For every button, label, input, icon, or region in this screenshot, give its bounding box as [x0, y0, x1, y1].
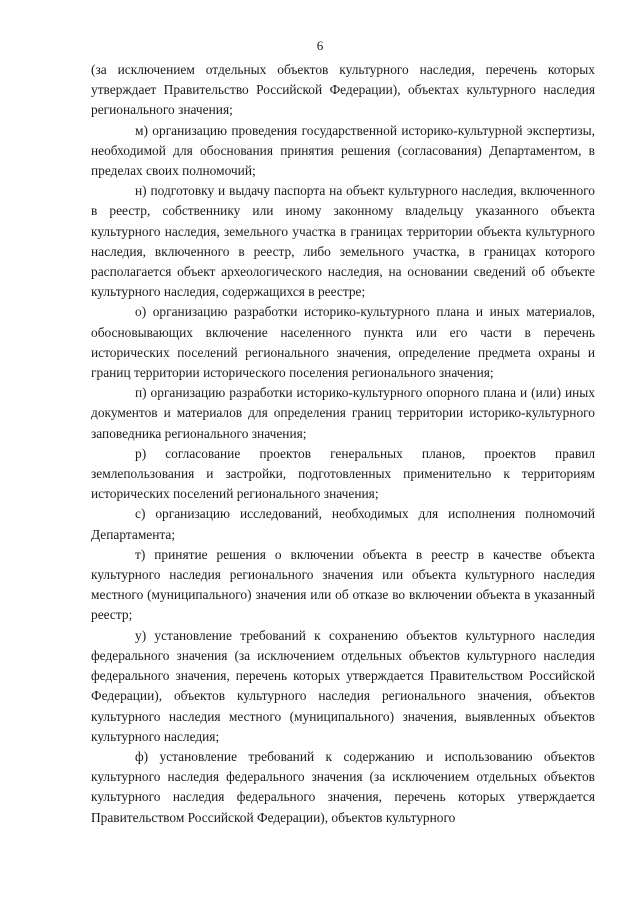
paragraph-continuation: (за исключением отдельных объектов культурного наследия, перечень которых утверждает Правительство Российской Федерации), объектах культурного наследия регионального значения; — [91, 62, 595, 118]
paragraph-item-r: р) согласование проектов генеральных планов, проектов правил землепользования и застройки, подготовленных применительно к территориям исторических поселений регионального значения; — [91, 445, 595, 502]
paragraph-item-o: о) организацию разработки историко-культурного плана и иных материалов, обосновывающих включение населенного пункта или его части в перечень исторических поселений регионального значения, определение предмета охраны и границ территории исторического поселения регионального значения; — [91, 304, 595, 381]
paragraph-item-t: т) принятие решения о включении объекта в реестр в качестве объекта культурного наследия регионального значения или объекта культурного наследия местного (муниципального) значения или об отказе во включении объекта в указанный реестр; — [91, 546, 595, 623]
paragraph-item-s: с) организацию исследований, необходимых для исполнения полномочий Департамента; — [91, 506, 595, 542]
paragraph-item-m: м) организацию проведения государственной историко-культурной экспертизы, необходимой для обоснования принятия решения (согласования) Департаментом, в пределах своих полномочий; — [91, 122, 595, 179]
page-number: 6 — [316, 38, 324, 53]
paragraph-item-p: п) организацию разработки историко-культурного опорного плана и (или) иных документов и материалов для определения границ территории историко-культурного заповедника регионального значения; — [91, 385, 595, 441]
paragraph-item-f: ф) установление требований к содержанию и использованию объектов культурного наследия федерального значения (за исключением отдельных объектов культурного наследия федерального значения, перечень которых утверждается Правительством Российской Федерации), объектов культурного — [91, 748, 595, 825]
paragraph-item-n: н) подготовку и выдачу паспорта на объект культурного наследия, включенного в реестр, собственнику или иному законному владельцу указанного объекта культурного наследия, земельного участка в границах территории объекта культурного наследия, включенного в реестр, либо земельного участка, в границах которого располагается объект археологического наследия, на основании сведений об объекте культурного наследия, содержащихся в реестре; — [91, 183, 595, 300]
paragraph-item-u: у) установление требований к сохранению объектов культурного наследия федерального значения (за исключением отдельных объектов культурного наследия федерального значения, перечень которых утверждается Правительством Российской Федерации), объектов культурного наследия регионального значения, объектов культурного наследия местного (муниципального) значения, выявленных объектов культурного наследия; — [91, 627, 595, 744]
document-body — [91, 60, 595, 828]
